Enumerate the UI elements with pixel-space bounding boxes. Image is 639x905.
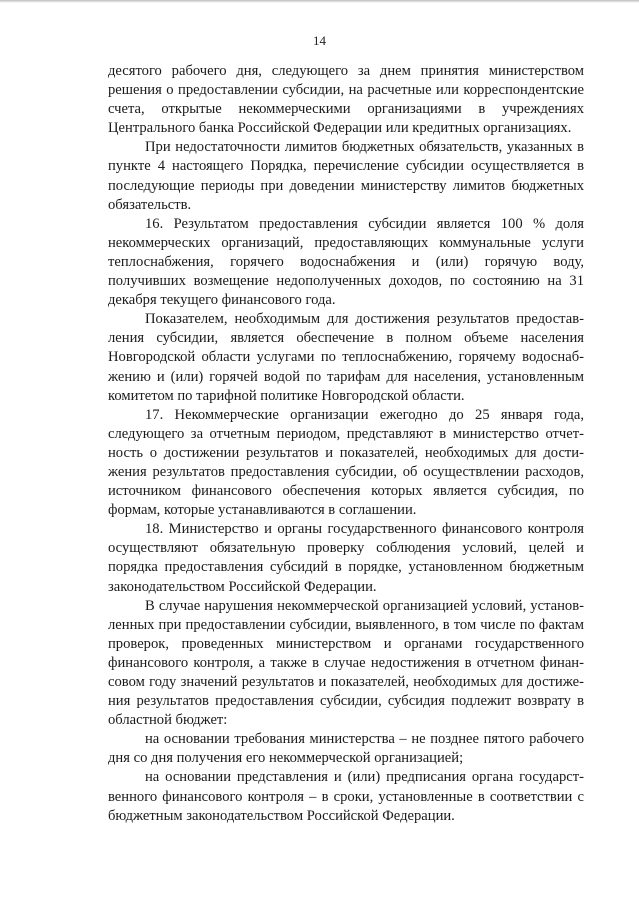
- paragraph: на основании требования министерства – не позднее пятого рабочего дня со дня получения его некоммерческой организацией;: [108, 731, 584, 767]
- paragraph: При недостаточности лимитов бюджетных обязательств, указанных в пункте 4 настоящего Порядка, перечисление субсидии осуществляется в последующие периоды при доведении министерству лимитов бюджетных обязательств.: [108, 139, 584, 213]
- paragraph: на основании представления и (или) предписания органа государственного финансового контроля – в сроки, установленные в соответствии с бюджетным законодательством Российской Федерации.: [108, 769, 584, 824]
- paragraph-item-16: 16. Результатом предоставления субсидии является 100 % доля некоммерческих организаций, предоставляющих коммунальные услуги теплоснабжения, горячего водоснабжения и (или) горячую воду, получивших возмещение недополученных доходов, по состоянию на 31 декабря текущего финансового года.: [108, 215, 584, 309]
- paragraph: Показателем, необходимым для достижения результатов предоставления субсидии, является обеспечение в полном объеме населения Новгородской области услугами по теплоснабжению, горячему водоснабжению и (или) горячей водой по тарифам для населения, установленным комитетом по тарифной политике Новгородской области.: [108, 311, 584, 404]
- page-number: 14: [313, 33, 326, 48]
- paragraph: десятого рабочего дня, следующего за днем принятия министерством решения о предоставлении субсидии, на расчетные или корреспондентские счета, открытые некоммерческими организациями в учреждениях Центрального банка Российской Федерации или кредитных организациях.: [108, 63, 584, 137]
- paragraph-item-17: 17. Некоммерческие организации ежегодно до 25 января года, следующего за отчетным периодом, представляют в министерство отчетность о достижении результатов и показателей, необходимых для достижения результатов предоставления субсидии, об осуществлении расходов, источником финансового обеспечения которых является субсидия, по формам, которые устанавливаются в соглашении.: [108, 406, 584, 519]
- page-top-edge: [0, 0, 639, 3]
- paragraph: В случае нарушения некоммерческой организацией условий, установленных при предоставлении субсидии, выявленного, в том числе по фактам проверок, проведенных министерством и органами государственного финансового контроля, а также в случае недостижения в отчетном финансовом году значений результатов и показателей, необходимых для достижения результатов предоставления субсидии, субсидия подлежит возврату в областной бюджет:: [108, 597, 584, 729]
- paragraph-item-18: 18. Министерство и органы государственного финансового контроля осуществляют обязательную проверку соблюдения условий, целей и порядка предоставления субсидий в порядке, установленном бюджетным законодательством Российской Федерации.: [108, 521, 584, 595]
- document-body: [108, 62, 584, 826]
